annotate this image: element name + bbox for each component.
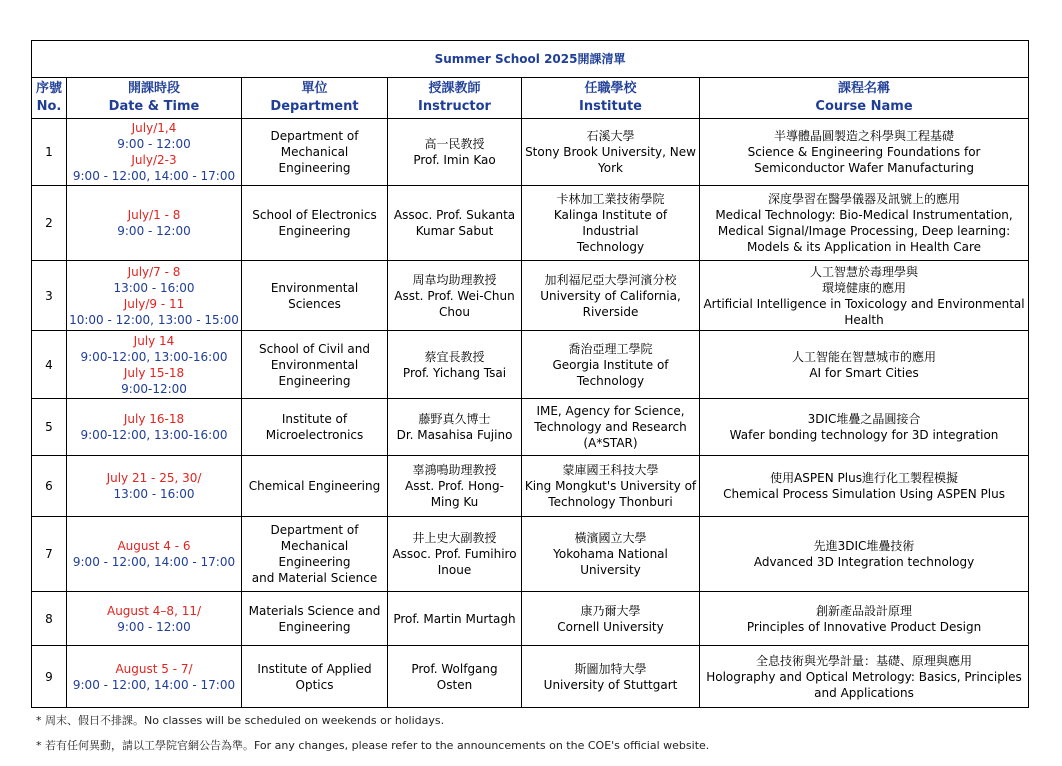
header-department xyxy=(242,78,388,119)
date-range: July 21 - 25, 30/ xyxy=(106,471,202,485)
cell-course-name xyxy=(700,186,1029,261)
cell-no: 1 xyxy=(32,119,67,186)
table-row xyxy=(32,456,1029,517)
cell-course-name xyxy=(700,261,1029,331)
cell-course-name-line: 全息技術與光學計量：基礎、原理與應用 xyxy=(756,653,973,668)
cell-instructor-line: Asst. Prof. Hong- xyxy=(405,479,504,493)
cell-instructor-line: Prof. Imin Kao xyxy=(413,153,496,167)
cell-course-name xyxy=(700,517,1029,592)
course-table xyxy=(31,40,1029,708)
header-date-en: Date & Time xyxy=(108,99,200,114)
cell-course-name-line: Medical Technology: Bio-Medical Instrumentation, xyxy=(715,208,1013,222)
cell-institute-line: 康乃爾大學 xyxy=(580,603,641,618)
cell-course-name xyxy=(700,399,1029,456)
cell-instructor xyxy=(388,456,522,517)
header-course xyxy=(700,78,1029,119)
cell-institute xyxy=(522,119,700,186)
header-no-zh: 序號 xyxy=(35,81,62,96)
cell-instructor xyxy=(388,261,522,331)
table-row xyxy=(32,261,1029,331)
header-instructor-en: Instructor xyxy=(418,99,491,114)
cell-instructor xyxy=(388,119,522,186)
cell-department-line: School of Civil and xyxy=(259,341,370,356)
header-department-zh: 單位 xyxy=(301,81,328,96)
cell-institute xyxy=(522,456,700,517)
cell-department xyxy=(242,261,388,331)
cell-institute xyxy=(522,592,700,646)
cell-department-line: Microelectronics xyxy=(265,428,364,442)
date-range: August 4–8, 11/ xyxy=(106,603,202,618)
header-course-zh: 課程名稱 xyxy=(838,81,891,96)
cell-course-name xyxy=(700,456,1029,517)
cell-instructor-line: Prof. Martin Murtagh xyxy=(393,611,516,626)
cell-date-time xyxy=(67,646,242,708)
cell-course-name-line: 深度學習在醫學儀器及訊號上的應用 xyxy=(768,192,961,206)
table-row xyxy=(32,646,1029,708)
table-row xyxy=(32,517,1029,592)
cell-no: 9 xyxy=(32,646,67,708)
cell-department xyxy=(242,119,388,186)
cell-department-line: Optics xyxy=(295,677,334,692)
cell-institute-line: (A*STAR) xyxy=(583,436,638,450)
cell-course-name-line: 半導體晶圓製造之科學與工程基礎 xyxy=(774,129,955,143)
cell-course-name-line: Principles of Innovative Product Design xyxy=(746,619,982,634)
cell-instructor xyxy=(388,186,522,261)
cell-department-line: and Material Science xyxy=(251,571,378,585)
cell-date-time xyxy=(67,592,242,646)
date-range: August 5 - 7/ xyxy=(115,661,193,676)
cell-department-line: Mechanical Engineering xyxy=(278,145,351,175)
cell-date-time xyxy=(67,331,242,399)
table-row xyxy=(32,592,1029,646)
time-range: 9:00-12:00, 13:00-16:00 xyxy=(80,349,228,364)
cell-institute-line: Georgia Institute of xyxy=(552,357,669,372)
course-table-body xyxy=(32,119,1029,708)
time-range: 13:00 - 16:00 xyxy=(113,487,195,501)
cell-institute-line: University of Stuttgart xyxy=(543,677,678,692)
cell-department-line: Engineering xyxy=(278,619,351,634)
cell-department xyxy=(242,456,388,517)
cell-institute-line: 喬治亞理工學院 xyxy=(568,341,653,356)
date-range: July/1 - 8 xyxy=(127,208,181,222)
cell-instructor-line: 蔡宜長教授 xyxy=(424,349,485,364)
cell-institute-line: King Mongkut's University of xyxy=(524,479,697,493)
cell-course-name-line: 人工智能在智慧城市的應用 xyxy=(792,349,937,364)
cell-department-line: Mechanical Engineering xyxy=(278,539,351,569)
date-range: July/2-3 xyxy=(131,153,177,167)
cell-department xyxy=(242,517,388,592)
cell-course-name xyxy=(700,592,1029,646)
header-institute-en: Institute xyxy=(578,99,642,114)
time-range: 9:00 - 12:00, 14:00 - 17:00 xyxy=(72,677,236,692)
cell-course-name-line: 人工智慧於毒理學與 xyxy=(810,264,919,279)
cell-institute-line: University xyxy=(580,563,641,577)
cell-course-name-line: Semiconductor Wafer Manufacturing xyxy=(754,161,974,175)
footnote-weekends: * 周末、假日不排課。No classes will be scheduled on weekends or holidays. xyxy=(36,714,445,727)
cell-department-line: Engineering xyxy=(278,373,351,388)
cell-instructor-line: 高一民教授 xyxy=(424,137,485,151)
cell-course-name-line: Holography and Optical Metrology: Basics, Principles xyxy=(706,669,1022,684)
cell-course-name-line: Medical Signal/Image Processing, Deep learning: xyxy=(717,224,1011,238)
cell-no: 5 xyxy=(32,399,67,456)
table-title: Summer School 2025開課清單 xyxy=(32,41,1029,78)
cell-course-name-line: AI for Smart Cities xyxy=(809,365,919,380)
cell-date-time xyxy=(67,517,242,592)
cell-institute-line: 橫濱國立大學 xyxy=(574,531,647,545)
date-range: July/9 - 11 xyxy=(123,296,185,311)
cell-instructor-line: Osten xyxy=(436,677,473,692)
cell-institute-line: Technology xyxy=(576,373,645,388)
cell-course-name-line: 創新產品設計原理 xyxy=(816,603,913,618)
cell-department xyxy=(242,592,388,646)
cell-department-line: Department of xyxy=(270,129,359,143)
table-row xyxy=(32,399,1029,456)
cell-instructor-line: Assoc. Prof. Sukanta xyxy=(393,208,516,222)
time-range: 9:00 - 12:00, 14:00 - 17:00 xyxy=(72,169,236,183)
time-range: 10:00 - 12:00, 13:00 - 15:00 xyxy=(69,312,239,327)
cell-course-name-line: Health xyxy=(844,312,884,327)
course-list-sheet xyxy=(31,40,1028,708)
header-row xyxy=(32,78,1029,119)
cell-course-name xyxy=(700,331,1029,399)
header-institute-zh: 任職學校 xyxy=(584,81,637,96)
header-no-en: No. xyxy=(36,99,62,114)
cell-course-name-line: and Applications xyxy=(814,685,914,700)
cell-course-name-line: 環境健康的應用 xyxy=(822,280,907,295)
cell-instructor xyxy=(388,399,522,456)
cell-instructor-line: Asst. Prof. Wei-Chun xyxy=(394,288,515,303)
cell-course-name-line: 3DIC堆疊之晶圓接合 xyxy=(807,412,921,426)
cell-course-name-line: Artificial Intelligence in Toxicology and Environmental xyxy=(703,296,1025,311)
cell-institute-line: Yokohama National xyxy=(553,547,668,561)
date-range: July 15-18 xyxy=(123,365,185,380)
time-range: 9:00 - 12:00 xyxy=(117,619,191,634)
cell-course-name-line: Advanced 3D Integration technology xyxy=(753,555,975,569)
cell-department-line: Environmental xyxy=(270,357,359,372)
footnote-changes: * 若有任何異動，請以工學院官網公告為準。For any changes, please refer to the announcements on the COE's official website. xyxy=(36,739,710,752)
cell-institute-line: Technology and Research xyxy=(534,420,687,434)
cell-department-line: Engineering xyxy=(278,224,351,238)
cell-course-name-line: Science & Engineering Foundations for xyxy=(747,145,981,159)
cell-no: 7 xyxy=(32,517,67,592)
cell-department xyxy=(242,186,388,261)
cell-course-name xyxy=(700,119,1029,186)
cell-department-line: Chemical Engineering xyxy=(248,479,381,493)
date-range: July 16-18 xyxy=(123,412,185,426)
cell-department-line: Institute of Applied xyxy=(257,661,372,676)
cell-institute-line: Technology Thonburi xyxy=(548,495,673,509)
header-instructor xyxy=(388,78,522,119)
cell-instructor xyxy=(388,517,522,592)
time-range: 9:00-12:00 xyxy=(121,381,187,396)
header-date xyxy=(67,78,242,119)
cell-department-line: Department of xyxy=(270,523,359,537)
cell-instructor-line: 藤野真久博士 xyxy=(418,412,491,426)
cell-institute-line: IME, Agency for Science, xyxy=(536,404,685,418)
cell-institute xyxy=(522,261,700,331)
table-row xyxy=(32,331,1029,399)
cell-department xyxy=(242,399,388,456)
time-range: 9:00-12:00, 13:00-16:00 xyxy=(80,428,228,442)
header-date-zh: 開課時段 xyxy=(127,81,180,96)
cell-no: 4 xyxy=(32,331,67,399)
cell-department-line: Institute of xyxy=(281,412,348,426)
cell-instructor-line: Prof. Yichang Tsai xyxy=(402,365,507,380)
cell-institute-line: Kalinga Institute of Industrial xyxy=(553,208,668,238)
time-range: 13:00 - 16:00 xyxy=(113,280,195,295)
cell-institute xyxy=(522,186,700,261)
cell-department-line: Materials Science and xyxy=(248,603,381,618)
header-department-en: Department xyxy=(270,99,359,114)
cell-institute-line: Riverside xyxy=(582,304,639,319)
cell-institute-line: Cornell University xyxy=(557,619,664,634)
cell-no: 2 xyxy=(32,186,67,261)
header-instructor-zh: 授課教師 xyxy=(428,81,481,96)
cell-department xyxy=(242,331,388,399)
cell-instructor-line: 辜鴻鳴助理教授 xyxy=(412,463,497,477)
cell-course-name-line: Chemical Process Simulation Using ASPEN Plus xyxy=(723,487,1005,501)
cell-instructor xyxy=(388,592,522,646)
cell-instructor-line: Chou xyxy=(439,304,470,319)
cell-course-name-line: Wafer bonding technology for 3D integration xyxy=(729,428,999,442)
cell-course-name-line: 先進3DIC堆疊技術 xyxy=(813,539,915,553)
cell-institute xyxy=(522,646,700,708)
date-range: July/7 - 8 xyxy=(127,264,181,279)
cell-instructor-line: Dr. Masahisa Fujino xyxy=(396,428,513,442)
time-range: 9:00 - 12:00 xyxy=(117,224,191,238)
cell-institute-line: York xyxy=(598,161,623,175)
cell-institute-line: University of California, xyxy=(540,288,681,303)
cell-instructor-line: Assoc. Prof. Fumihiro xyxy=(392,547,517,561)
cell-institute-line: 加利福尼亞大學河濱分校 xyxy=(544,272,677,287)
header-no xyxy=(32,78,67,119)
cell-instructor xyxy=(388,646,522,708)
table-row xyxy=(32,119,1029,186)
cell-institute-line: 石溪大學 xyxy=(586,129,635,143)
cell-date-time xyxy=(67,261,242,331)
cell-institute-line: 蒙庫國王科技大學 xyxy=(562,463,659,477)
cell-no: 8 xyxy=(32,592,67,646)
cell-course-name-line: Models & its Application in Health Care xyxy=(747,240,982,254)
cell-instructor-line: Ming Ku xyxy=(430,495,479,509)
cell-institute-line: Technology xyxy=(576,240,645,254)
cell-institute-line: 卡林加工業技術學院 xyxy=(556,192,665,206)
date-range: July/1,4 xyxy=(131,121,177,135)
date-range: July 14 xyxy=(133,333,175,348)
cell-date-time xyxy=(67,119,242,186)
header-course-en: Course Name xyxy=(815,99,913,114)
cell-institute-line: Stony Brook University, New xyxy=(525,145,696,159)
cell-institute xyxy=(522,399,700,456)
cell-department-line: School of Electronics xyxy=(252,208,377,222)
time-range: 9:00 - 12:00, 14:00 - 17:00 xyxy=(72,555,236,569)
cell-date-time xyxy=(67,186,242,261)
cell-instructor-line: 井上史大副教授 xyxy=(412,531,497,545)
cell-institute xyxy=(522,331,700,399)
cell-institute xyxy=(522,517,700,592)
cell-date-time xyxy=(67,399,242,456)
cell-no: 6 xyxy=(32,456,67,517)
cell-instructor xyxy=(388,331,522,399)
cell-instructor-line: Inoue xyxy=(437,563,472,577)
cell-instructor-line: 周韋均助理教授 xyxy=(412,272,497,287)
header-institute xyxy=(522,78,700,119)
cell-institute-line: 斯圖加特大學 xyxy=(574,661,647,676)
cell-course-name-line: 使用ASPEN Plus進行化工製程模擬 xyxy=(770,471,958,485)
cell-instructor-line: Prof. Wolfgang xyxy=(411,661,498,676)
table-row xyxy=(32,186,1029,261)
cell-instructor-line: Kumar Sabut xyxy=(415,224,494,238)
cell-department xyxy=(242,646,388,708)
cell-course-name xyxy=(700,646,1029,708)
cell-no: 3 xyxy=(32,261,67,331)
cell-department-line: Environmental Sciences xyxy=(270,280,359,311)
time-range: 9:00 - 12:00 xyxy=(117,137,191,151)
cell-date-time xyxy=(67,456,242,517)
date-range: August 4 - 6 xyxy=(117,539,191,553)
